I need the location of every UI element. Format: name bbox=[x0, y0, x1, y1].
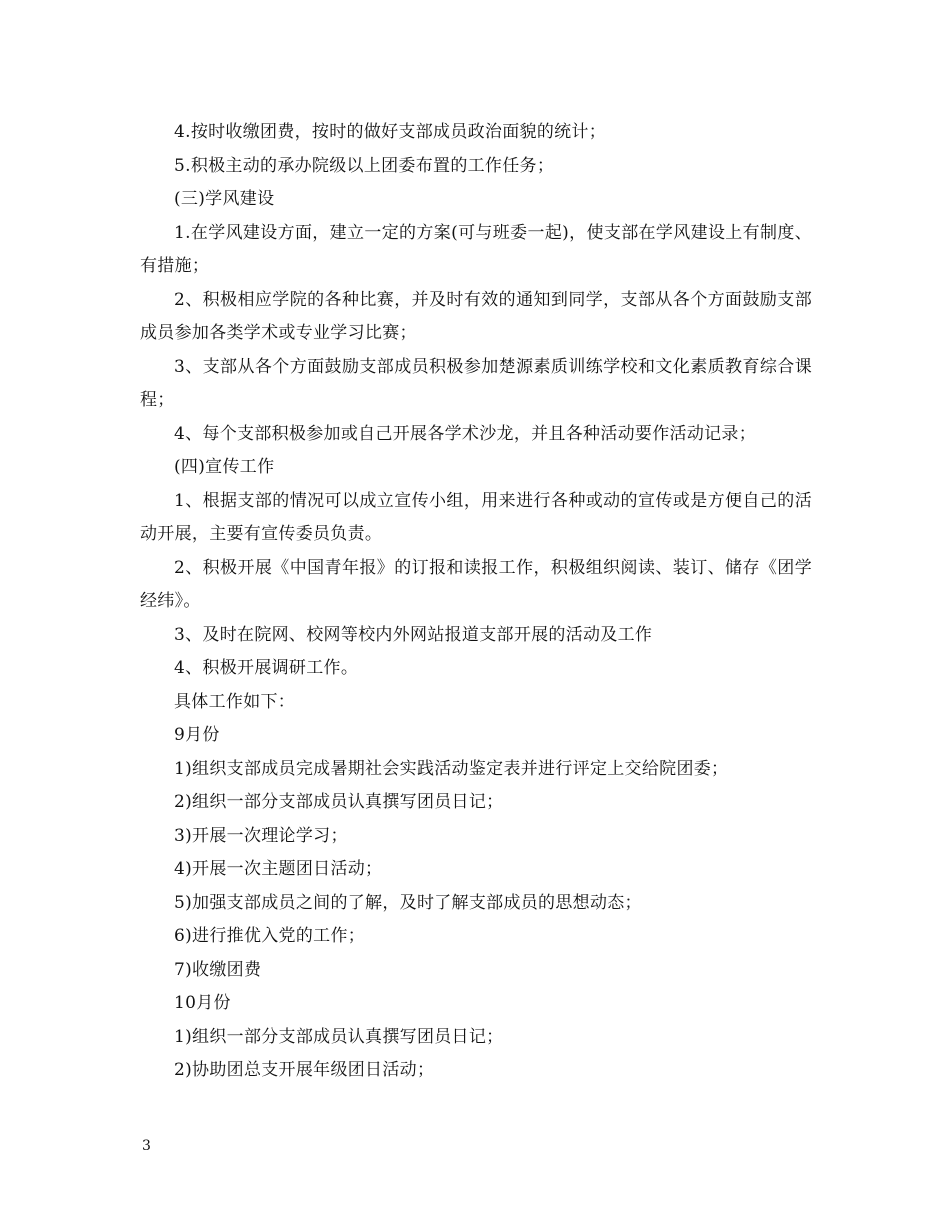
list-item-sep-2: 2)组织一部分支部成员认真撰写团员日记； bbox=[174, 792, 504, 812]
paragraph-tuan-fei: 4.按时收缴团费，按时的做好支部成员政治面貌的统计； bbox=[174, 122, 607, 142]
heading-october: 10月份 bbox=[174, 993, 231, 1013]
paragraph-xuan-chuan-1: 1、根据支部的情况可以成立宣传小组，用来进行各种或动的宣传或是方便自己的活动开展，主要有宣传委员负责。 bbox=[140, 490, 812, 544]
paragraph-xue-feng-1: 1.在学风建设方面，建立一定的方案(可与班委一起)，使支部在学风建设上有制度、有措施； bbox=[140, 222, 812, 276]
list-item-sep-7: 7)收缴团费 bbox=[174, 959, 262, 980]
paragraph-xuan-chuan-4: 4、积极开展调研工作。 bbox=[174, 658, 359, 678]
list-item-sep-1: 1)组织支部成员完成暑期社会实践活动鉴定表并进行评定上交给院团委； bbox=[174, 758, 729, 779]
paragraph-xue-feng-2: 2、积极相应学院的各种比赛，并及时有效的通知到同学，支部从各个方面鼓励支部成员参加各类学术或专业学习比赛； bbox=[140, 289, 812, 343]
list-item-sep-3: 3)开展一次理论学习； bbox=[174, 825, 348, 846]
document-body bbox=[140, 116, 812, 1088]
list-item-oct-2: 2)协助团总支开展年级团日活动； bbox=[174, 1060, 435, 1080]
paragraph-cheng-ban: 5.积极主动的承办院级以上团委布置的工作任务； bbox=[174, 155, 555, 176]
heading-xuan-chuan: (四)宣传工作 bbox=[174, 457, 275, 477]
list-item-sep-4: 4)开展一次主题团日活动； bbox=[174, 859, 383, 879]
paragraph-work-intro: 具体工作如下： bbox=[174, 691, 296, 712]
paragraph-xue-feng-3: 3、支部从各个方面鼓励支部成员积极参加楚源素质训练学校和文化素质教育综合课程； bbox=[140, 356, 812, 410]
heading-xue-feng: (三)学风建设 bbox=[174, 189, 275, 209]
list-item-sep-5: 5)加强支部成员之间的了解，及时了解支部成员的思想动态； bbox=[174, 892, 642, 913]
list-item-sep-6: 6)进行推优入党的工作； bbox=[174, 926, 366, 946]
list-item-oct-1: 1)组织一部分支部成员认真撰写团员日记； bbox=[174, 1026, 504, 1047]
paragraph-xuan-chuan-2: 2、积极开展《中国青年报》的订报和读报工作，积极组织阅读、装订、储存《团学经纬》。 bbox=[140, 557, 812, 611]
heading-september: 9月份 bbox=[174, 725, 220, 745]
paragraph-xuan-chuan-3: 3、及时在院网、校网等校内外网站报道支部开展的活动及工作 bbox=[174, 624, 653, 645]
page-number: 3 bbox=[142, 1138, 151, 1154]
paragraph-xue-feng-4: 4、每个支部积极参加或自己开展各学术沙龙，并且各种活动要作活动记录； bbox=[174, 423, 757, 444]
